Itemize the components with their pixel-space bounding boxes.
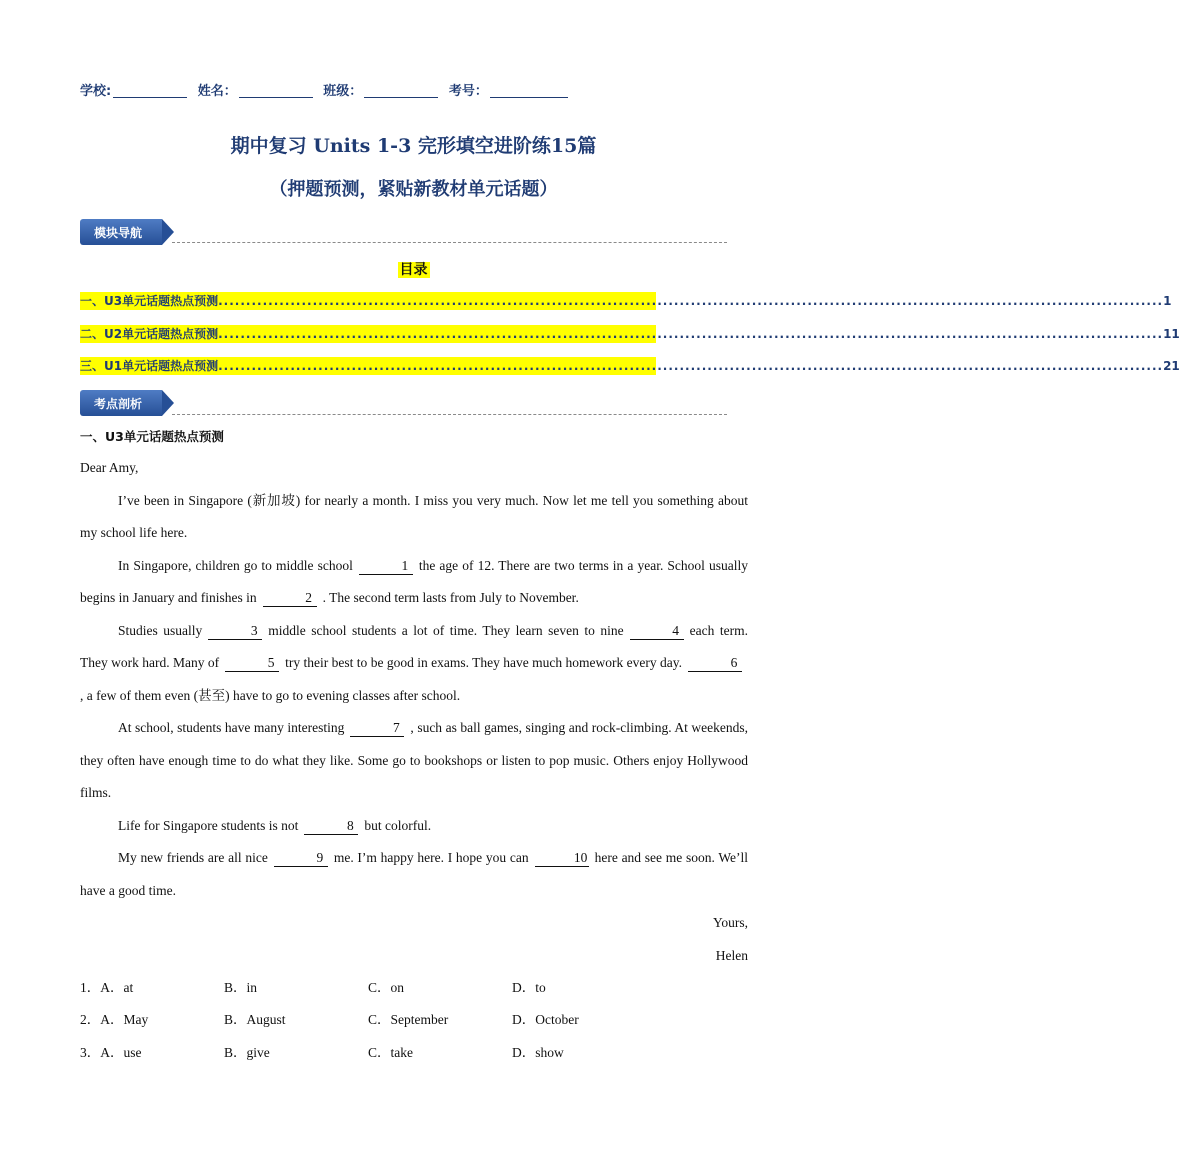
school-field[interactable] [113,83,187,98]
paragraph-3 [80,615,748,713]
toc-item-label: 一、U3单元话题热点预测 [80,294,219,308]
page-subtitle: （押题预测，紧贴新教材单元话题） [269,179,558,200]
class-label: 班级： [323,84,363,99]
toc-leader-dots: .......................................................................................................................................................................... [218,359,1164,373]
question-3 [80,1041,748,1061]
blank-3[interactable]: 3 [208,623,262,640]
toc-item-u1[interactable] [80,357,1180,375]
toc-item-u2[interactable] [80,325,1180,343]
signature: Helen [715,947,748,963]
option-b[interactable]: B．in [224,980,258,995]
text: , a few of them even (甚至) have to go to evening classes after school. [80,687,461,703]
toc-item-page: 11 [1163,327,1180,341]
text: My new friends are all nice [118,850,268,865]
blank-7[interactable]: 7 [350,720,404,737]
option-c[interactable]: C．on [368,980,405,995]
option-d[interactable]: D．October [512,1012,579,1027]
greeting: Dear Amy, [80,460,139,475]
option-b[interactable]: B．give [224,1045,270,1060]
toc-leader-dots: .......................................................................................................................................................................... [218,294,1164,308]
option-d[interactable]: D．to [512,980,546,995]
class-field[interactable] [364,83,438,98]
blank-1[interactable]: 1 [359,558,413,575]
exam-number-label: 考号： [448,84,488,99]
paragraph-1: I’ve been in Singapore (新加坡) for nearly a month. I miss you very much. Now let me tell you something about my school life here. [80,492,748,540]
blank-8[interactable]: 8 [304,818,358,835]
school-label: 学校: [80,84,112,99]
text: At school, students have many interesting [118,720,345,735]
name-label: 姓名： [197,84,237,99]
text: . The second term lasts from July to November. [322,590,579,605]
paragraph-6 [80,842,748,907]
blank-10[interactable]: 10 [535,850,589,867]
question-1 [80,976,748,996]
cloze-passage [80,452,748,972]
exam-number-field[interactable] [490,83,568,98]
closing: Yours, [712,915,748,930]
toc-item-label: 二、U2单元话题热点预测 [80,327,219,341]
toc-leader-dots: .......................................................................................................................................................................... [218,327,1164,341]
text: me. I’m happy here. I hope you can [333,850,529,865]
option-c[interactable]: C．September [368,1012,449,1027]
text: Life for Singapore students is not [118,817,299,833]
text: try their best to be good in exams. They have much homework every day. [285,655,682,670]
paragraph-5 [80,810,748,843]
page-title: 期中复习 Units 1-3 完形填空进阶练15篇 [230,135,597,157]
option-a[interactable]: 1．A．at [80,980,134,995]
name-field[interactable] [239,83,313,98]
option-d[interactable]: D．show [512,1045,564,1060]
blank-4[interactable]: 4 [630,623,684,640]
text: the age of 12. There are two terms in a year. School usually begins in January and finishes in [80,557,748,605]
section-heading: 一、U3单元话题热点预测 [80,429,224,444]
toc-item-u3[interactable] [80,292,1172,310]
text: , such as ball games, singing and rock-climbing. At weekends, they often have enough time to do what they like. Some go to bookshops or listen to pop music. Others enjoy Hollywood films. [80,720,748,800]
divider [172,242,727,243]
paragraph-4 [80,712,748,810]
blank-6[interactable]: 6 [688,655,742,672]
blank-2[interactable]: 2 [263,590,317,607]
student-info-line [80,80,574,99]
text: here and see me soon. We’ll have a good time. [80,850,748,898]
toc-title [0,259,827,279]
text: but colorful. [364,817,432,833]
text: each term. They work hard. Many of [80,622,748,670]
divider [172,414,727,415]
option-b[interactable]: B．August [224,1012,286,1027]
toc-item-page: 1 [1163,294,1172,308]
text: In Singapore, children go to middle school [118,557,353,573]
toc-item-page: 21 [1163,359,1180,373]
module-nav-label: 模块导航 [94,226,143,240]
module-nav-tab [80,219,172,245]
analysis-tab [80,390,172,416]
blank-9[interactable]: 9 [274,850,328,867]
toc-item-label: 三、U1单元话题热点预测 [80,359,219,373]
text: Studies usually [118,622,203,638]
blank-5[interactable]: 5 [225,655,279,672]
text: middle school students a lot of time. They learn seven to nine [268,622,624,638]
option-c[interactable]: C．take [368,1045,413,1060]
analysis-label: 考点剖析 [94,397,143,411]
paragraph-2 [80,550,748,615]
option-a[interactable]: 2．A．May [80,1012,149,1027]
toc-title-text: 目录 [399,262,428,278]
question-2 [80,1008,748,1028]
option-a[interactable]: 3．A．use [80,1045,142,1060]
